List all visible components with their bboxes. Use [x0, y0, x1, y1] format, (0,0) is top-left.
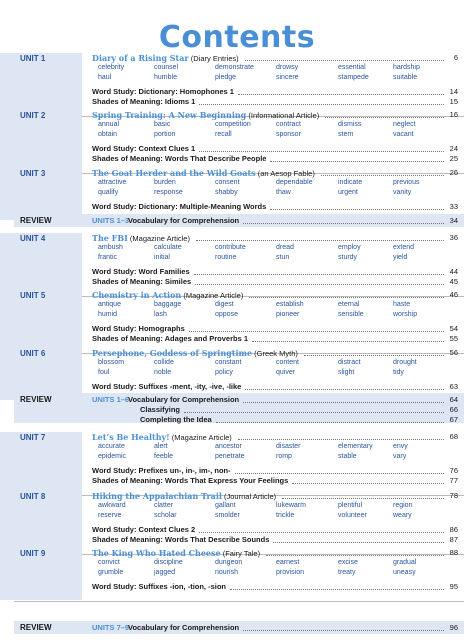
vocab-word: frantic [98, 254, 118, 261]
vocab-word: epidemic [98, 453, 127, 460]
unit-genre: (Magazine Article) [129, 234, 190, 243]
vocab-word: elementary [338, 443, 373, 450]
review-leader [243, 216, 444, 224]
vocab-word: hardship [393, 64, 420, 71]
sub-entry-text: Word Study: Dictionary: Homophones 1 [92, 87, 234, 96]
vocabulary-words [98, 244, 428, 266]
sub-entry-row[interactable] [92, 267, 458, 277]
vocab-word: response [154, 189, 183, 196]
vocab-word: eternal [338, 301, 360, 308]
unit-page: 56 [449, 348, 458, 357]
vocab-word: policy [215, 369, 233, 376]
review-entry-page: 64 [449, 395, 458, 404]
vocab-word: uneasy [393, 569, 416, 576]
vocab-word: initial [154, 254, 170, 261]
review-entry-row[interactable] [128, 623, 458, 633]
review-label: REVIEW [20, 395, 52, 404]
vocab-word: sponsor [276, 131, 301, 138]
unit-leader [245, 53, 444, 61]
sub-entry-leader [235, 466, 444, 474]
vocab-word: sensible [338, 311, 364, 318]
sub-entry-row[interactable] [92, 154, 458, 164]
sub-entry-row[interactable] [92, 324, 458, 334]
section-divider [14, 601, 464, 602]
sub-entry-page: 87 [449, 535, 458, 544]
sub-entry-row[interactable] [92, 382, 458, 392]
sub-entry-leader [270, 202, 444, 210]
vocab-word: essential [338, 64, 366, 71]
sub-entry-leader [252, 334, 444, 342]
vocab-word: plentiful [338, 502, 363, 509]
sub-entry-page: 54 [449, 324, 458, 333]
review-entry-text: Vocabulary for Comprehension [128, 623, 240, 632]
vocab-word: penetrate [215, 453, 245, 460]
review-leader [184, 405, 444, 413]
vocab-word: haul [98, 74, 112, 81]
sub-entry-text: Word Study: Suffixes -ment, -ity, -ive, -like [92, 382, 242, 391]
vocab-word: drowsy [276, 64, 299, 71]
vocab-word: clatter [154, 502, 174, 509]
vocab-word: volunteer [338, 512, 367, 519]
unit-block [0, 290, 474, 352]
review-entry-row[interactable] [140, 415, 458, 425]
sub-entry-leader [199, 525, 444, 533]
sub-entry-leader [199, 144, 444, 152]
vocab-word: dependable [276, 179, 313, 186]
sub-entry-row[interactable] [92, 87, 458, 97]
sub-entry-leader [230, 582, 444, 590]
unit-genre: (an Aesop Fable) [257, 169, 315, 178]
unit-label: UNIT 5 [20, 291, 46, 300]
vocab-word: lash [154, 311, 167, 318]
review-entry-text: Classifying [140, 405, 181, 414]
vocab-word: excise [338, 559, 358, 566]
unit-genre: (Informational Article) [248, 111, 320, 120]
unit-page: 46 [449, 290, 458, 299]
sub-entry-row[interactable] [92, 476, 458, 486]
vocab-word: gallant [215, 502, 236, 509]
vocab-word: indicate [338, 179, 363, 186]
vocab-word: smolder [215, 512, 240, 519]
vocab-word: nourish [215, 569, 238, 576]
unit-block [0, 110, 474, 172]
vocab-word: worship [393, 311, 418, 318]
vocab-word: baggage [154, 301, 182, 308]
vocab-word: routine [215, 254, 237, 261]
sub-entry-page: 63 [449, 382, 458, 391]
vocab-word: yield [393, 254, 408, 261]
vocab-word: ancestor [215, 443, 242, 450]
sub-entry-page: 15 [449, 97, 458, 106]
unit-genre: (Fairy Tale) [222, 549, 261, 558]
vocab-word: slight [338, 369, 355, 376]
vocab-word: reserve [98, 512, 122, 519]
vocab-word: humble [154, 74, 177, 81]
sub-entry-leader [292, 476, 444, 484]
vocab-word: thaw [276, 189, 291, 196]
unit-page: 68 [449, 432, 458, 441]
review-leader [243, 623, 444, 631]
vocabulary-words [98, 443, 428, 465]
sub-entry-row[interactable] [92, 535, 458, 545]
unit-leader [266, 548, 444, 556]
review-entry-row[interactable] [128, 395, 458, 405]
unit-title: Diary of a Rising Star [92, 53, 189, 63]
vocab-word: oppose [215, 311, 238, 318]
unit-title: The FBI [92, 233, 128, 243]
vocab-word: antique [98, 301, 121, 308]
unit-title: The King Who Hated Cheese [92, 548, 221, 558]
sub-entry-leader [199, 97, 444, 105]
review-label: REVIEW [20, 623, 52, 632]
vocab-word: calculate [154, 244, 182, 251]
unit-genre: (Journal Article) [224, 492, 277, 501]
vocab-word: sturdy [338, 254, 358, 261]
unit-block [0, 548, 474, 600]
vocab-word: trickle [276, 512, 295, 519]
unit-label: UNIT 8 [20, 492, 46, 501]
unit-label: UNIT 2 [20, 111, 46, 120]
vocab-word: romp [276, 453, 292, 460]
unit-heading[interactable] [92, 233, 458, 244]
sub-entry-text: Word Study: Prefixes un-, in-, im-, non- [92, 466, 231, 475]
vocab-word: recall [215, 131, 232, 138]
vocabulary-words [98, 64, 428, 86]
review-entry-page: 96 [449, 623, 458, 632]
unit-title: Spring Training: A New Beginning [92, 110, 247, 120]
sub-entry-text: Word Study: Dictionary: Multiple-Meaning Words [92, 202, 267, 211]
vocab-word: obtain [98, 131, 118, 138]
vocab-word: establish [276, 301, 304, 308]
unit-page: 6 [453, 53, 458, 62]
vocab-word: competition [215, 121, 251, 128]
vocabulary-words [98, 559, 428, 581]
vocab-word: awkward [98, 502, 126, 509]
vocab-word: quiver [276, 369, 296, 376]
vocab-word: haste [393, 301, 411, 308]
unit-leader [249, 290, 444, 298]
vocab-word: blossom [98, 359, 125, 366]
vocab-word: disaster [276, 443, 301, 450]
unit-heading[interactable] [92, 491, 458, 502]
vocab-word: vacant [393, 131, 414, 138]
review-units: UNITS 7–9 [92, 623, 130, 632]
sub-entry-page: 55 [449, 334, 458, 343]
vocab-word: ambush [98, 244, 123, 251]
sub-entry-page: 25 [449, 154, 458, 163]
vocab-word: extend [393, 244, 415, 251]
unit-page: 78 [449, 491, 458, 500]
vocabulary-words [98, 179, 428, 201]
vocab-word: treaty [338, 569, 356, 576]
vocab-word: humid [98, 311, 118, 318]
vocab-word: drought [393, 359, 417, 366]
unit-heading[interactable] [92, 53, 458, 64]
unit-block [0, 491, 474, 553]
sub-entry-leader [238, 87, 444, 95]
review-units: UNITS 1–3 [92, 216, 130, 225]
sub-entry-page: 77 [449, 476, 458, 485]
vocab-word: basic [154, 121, 171, 128]
vocab-word: accurate [98, 443, 125, 450]
sub-entry-leader [245, 382, 444, 390]
unit-heading[interactable] [92, 348, 458, 359]
sub-entry-page: 24 [449, 144, 458, 153]
sub-entry-row[interactable] [92, 202, 458, 212]
sub-entry-leader [189, 324, 444, 332]
vocab-word: stern [338, 131, 354, 138]
unit-title: Hiking the Appalachian Trail [92, 491, 222, 501]
vocab-word: burden [154, 179, 176, 186]
unit-page: 26 [449, 168, 458, 177]
unit-heading[interactable] [92, 548, 458, 559]
sub-entry-row[interactable] [92, 582, 458, 592]
review-entry-text: Vocabulary for Comprehension [128, 216, 240, 225]
sub-entry-leader [273, 535, 444, 543]
sub-entry-row[interactable] [92, 277, 458, 287]
sub-entry-page: 45 [449, 277, 458, 286]
page-title: Contents [158, 20, 316, 55]
review-units: UNITS 1–6 [92, 395, 130, 404]
vocab-word: alert [154, 443, 168, 450]
vocabulary-words [98, 359, 428, 381]
vocab-word: lukewarm [276, 502, 306, 509]
unit-title: Persephone, Goddess of Springtime [92, 348, 253, 358]
vocab-word: contribute [215, 244, 246, 251]
vocab-word: noble [154, 369, 172, 376]
unit-page: 16 [449, 110, 458, 119]
sub-entry-text: Shades of Meaning: Words That Express Your Feelings [92, 476, 289, 485]
vocab-word: sincere [276, 74, 299, 81]
vocab-word: counsel [154, 64, 179, 71]
sub-entry-text: Shades of Meaning: Idioms 1 [92, 97, 196, 106]
vocab-word: pioneer [276, 311, 300, 318]
unit-label: UNIT 1 [20, 54, 46, 63]
unit-heading[interactable] [92, 110, 458, 121]
unit-leader [321, 168, 444, 176]
review-entry-page: 34 [449, 216, 458, 225]
unit-page: 36 [449, 233, 458, 242]
vocab-word: provision [276, 569, 305, 576]
review-entry-page: 66 [449, 405, 458, 414]
vocab-word: foul [98, 369, 110, 376]
unit-title: The Goat Herder and the Wild Goats [92, 168, 256, 178]
review-entry-row[interactable] [128, 216, 458, 226]
sub-entry-leader [195, 277, 444, 285]
unit-block [0, 168, 474, 220]
sub-entry-leader [194, 267, 444, 275]
vocab-word: tidy [393, 369, 404, 376]
review-entry-row[interactable] [140, 405, 458, 415]
unit-leader [196, 233, 444, 241]
sub-entry-text: Shades of Meaning: Similes [92, 277, 192, 286]
review-leader [243, 395, 444, 403]
vocabulary-words [98, 502, 428, 524]
sub-entry-text: Shades of Meaning: Adages and Proverbs 1 [92, 334, 249, 343]
vocab-word: dungeon [215, 559, 243, 566]
unit-genre: (Greek Myth) [254, 349, 298, 358]
vocab-word: grumble [98, 569, 124, 576]
sub-entry-row[interactable] [92, 97, 458, 107]
vocab-word: gradual [393, 559, 417, 566]
unit-leader [304, 348, 444, 356]
unit-leader [325, 110, 444, 118]
unit-label: UNIT 3 [20, 169, 46, 178]
review-leader [216, 415, 444, 423]
unit-block [0, 432, 474, 494]
unit-heading[interactable] [92, 432, 458, 443]
sub-entry-page: 33 [449, 202, 458, 211]
vocab-word: neglect [393, 121, 416, 128]
sub-entry-row[interactable] [92, 525, 458, 535]
vocab-word: pledge [215, 74, 237, 81]
unit-block [0, 53, 474, 115]
sub-entry-text: Shades of Meaning: Words That Describe People [92, 154, 267, 163]
unit-title: Chemistry in Action [92, 290, 182, 300]
unit-page: 88 [449, 548, 458, 557]
unit-heading[interactable] [92, 290, 458, 301]
unit-title: Let’s Be Healthy! [92, 432, 170, 442]
sub-entry-text: Word Study: Context Clues 2 [92, 525, 196, 534]
review-entry-page: 67 [449, 415, 458, 424]
vocab-word: region [393, 502, 413, 509]
vocab-word: attractive [98, 179, 127, 186]
vocab-word: stun [276, 254, 290, 261]
vocab-word: digest [215, 301, 234, 308]
vocab-word: employ [338, 244, 361, 251]
vocabulary-words [98, 301, 428, 323]
unit-label: UNIT 4 [20, 234, 46, 243]
review-entry-text: Vocabulary for Comprehension [128, 395, 240, 404]
vocab-word: constant [215, 359, 242, 366]
sub-entry-text: Word Study: Homographs [92, 324, 185, 333]
vocab-word: celebrity [98, 64, 125, 71]
review-label: REVIEW [20, 216, 52, 225]
vocab-word: previous [393, 179, 420, 186]
vocab-word: collide [154, 359, 174, 366]
vocab-word: dread [276, 244, 294, 251]
vocab-word: earnest [276, 559, 300, 566]
vocabulary-words [98, 121, 428, 143]
sub-entry-page: 14 [449, 87, 458, 96]
vocab-word: discipline [154, 559, 183, 566]
sub-entry-text: Word Study: Suffixes -ion, -tion, -sion [92, 582, 227, 591]
unit-label: UNIT 6 [20, 349, 46, 358]
vocab-word: dismiss [338, 121, 362, 128]
vocab-word: portion [154, 131, 176, 138]
sub-entry-text: Word Study: Word Families [92, 267, 190, 276]
vocab-word: shabby [215, 189, 238, 196]
unit-block [0, 233, 474, 295]
sub-entry-row[interactable] [92, 144, 458, 154]
vocab-word: distract [338, 359, 361, 366]
sub-entry-text: Word Study: Context Clues 1 [92, 144, 196, 153]
sub-entry-page: 86 [449, 525, 458, 534]
vocab-word: feeble [154, 453, 174, 460]
unit-heading[interactable] [92, 168, 458, 179]
review-entry-text: Completing the Idea [140, 415, 212, 424]
sub-entry-text: Shades of Meaning: Words That Describe Sounds [92, 535, 270, 544]
unit-label: UNIT 7 [20, 433, 46, 442]
unit-genre: (Magazine Article) [183, 291, 244, 300]
vocab-word: urgent [338, 189, 358, 196]
vocab-word: stable [338, 453, 357, 460]
sub-entry-row[interactable] [92, 334, 458, 344]
unit-label: UNIT 9 [20, 549, 46, 558]
vocab-word: scholar [154, 512, 177, 519]
vocab-word: convict [98, 559, 120, 566]
vocab-word: suitable [393, 74, 418, 81]
vocab-word: weary [393, 512, 412, 519]
sub-entry-page: 95 [449, 582, 458, 591]
unit-genre: (Magazine Article) [171, 433, 232, 442]
vocab-word: annual [98, 121, 120, 128]
sub-entry-leader [270, 154, 444, 162]
vocab-word: contract [276, 121, 301, 128]
vocab-word: vary [393, 453, 407, 460]
unit-genre: (Diary Entries) [190, 54, 239, 63]
unit-leader [282, 491, 444, 499]
unit-leader [238, 432, 444, 440]
vocab-word: stampede [338, 74, 369, 81]
vocab-word: consent [215, 179, 240, 186]
vocab-word: qualify [98, 189, 119, 196]
vocab-word: content [276, 359, 299, 366]
vocab-word: envy [393, 443, 408, 450]
sub-entry-page: 76 [449, 466, 458, 475]
vocab-word: jagged [154, 569, 176, 576]
vocab-word: vanity [393, 189, 412, 196]
sub-entry-page: 44 [449, 267, 458, 276]
vocab-word: demonstrate [215, 64, 254, 71]
sub-entry-row[interactable] [92, 466, 458, 476]
